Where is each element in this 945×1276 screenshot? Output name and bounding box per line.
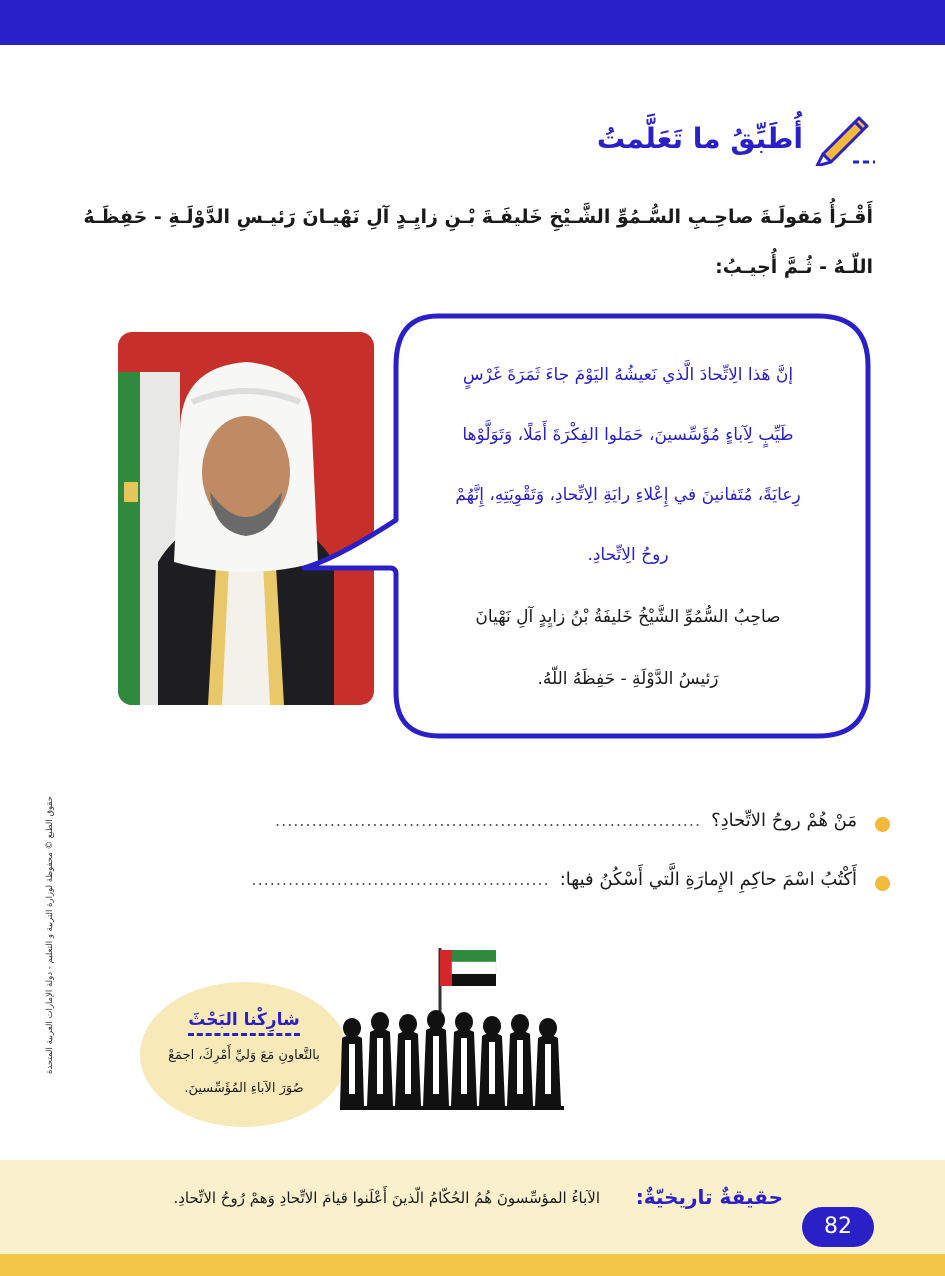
copyright-note: [40, 797, 60, 1073]
quote-source-title: رَئيسُ الدَّوْلَةِ - حَفِظَهُ اللّهُ.: [537, 669, 719, 689]
quote-line: إنَّ هَذا الِاتِّحادَ الَّذي نَعيشُهُ اليَوْمَ جاءَ ثَمَرَةَ غَرْسٍ: [462, 365, 794, 385]
section-heading: [597, 110, 875, 166]
title-underline: [188, 1033, 300, 1036]
share-title: شارِكْنا البَحْثَ: [188, 1010, 300, 1030]
instruction-text: أَقْـرَأُ مَقولَـةَ صاحِـبِ السُّـمُوِّ الشَّـيْخِ خَليفَـةَ بْـنِ زايِـدٍ آلِ نَهْيـانَ رَئيـسِ الدَّوْلَـةِ - حَفِظَـهُ اللّـهُ - ثُـمَّ أُجيـبُ:: [83, 206, 873, 278]
quote-line: رِعايَةً، مُتَفانينَ في إِعْلاءِ رايَةِ الِاتِّحادِ، وَتَقْوِيَتِهِ، إِنَّهُمْ: [455, 485, 801, 505]
quote-line: روحُ الِاتِّحادِ.: [587, 545, 669, 565]
bullet-dot: [875, 817, 890, 832]
pencil-icon: [813, 110, 875, 166]
share-research-box: [140, 982, 348, 1127]
page-number: 82: [802, 1207, 874, 1247]
quote-line: طَيِّبٍ لِآباءٍ مُؤَسِّسينَ، حَمَلوا الفِكْرَةَ أَمَلًا، وَتَوَلَّوْها: [462, 425, 794, 445]
question-2: [252, 869, 858, 890]
fact-label: حقيقةٌ تاريخيّةٌ:: [635, 1185, 783, 1209]
quote-source-name: صاحِبُ السُّمُوِّ الشَّيْخُ خَليفَةُ بْنُ زايِدٍ آلِ نَهْيانَ: [475, 607, 781, 627]
founding-fathers-illustration: [340, 940, 564, 1110]
section-title: أُطَبِّقُ ما تَعَلَّمتُ: [596, 121, 803, 155]
fact-text: الآباءُ المؤسِّسونَ هُمُ الحُكّامُ الّذينَ أَعْلَنوا قيامَ الاتِّحادِ وَهمْ رُوحُ الاتِّحادِ.: [173, 1189, 600, 1207]
answer-line[interactable]: ......................................................................: [275, 811, 702, 830]
question-1: [275, 810, 857, 831]
share-line: بالتَّعاونِ مَعَ وَليِّ أَمْرِكَ، اجمَعْ: [168, 1048, 320, 1063]
bottom-stripe: [0, 1254, 945, 1276]
answer-line[interactable]: .................................................: [251, 870, 550, 889]
top-color-bar: [0, 0, 945, 45]
quote-block: [418, 345, 838, 709]
bullet-dot: [875, 876, 890, 891]
share-line: صُوَرَ الآباءِ المُؤَسِّسينَ.: [184, 1081, 304, 1096]
question-text: مَنْ هُمْ روحُ الاتِّحادِ؟: [711, 810, 857, 831]
copyright-text: حقوق الطبع © محفوظة لوزارة التربية و التعليم - دولة الإمارات العربية المتحدة: [45, 796, 55, 1074]
question-text: أَكْتُبُ اسْمَ حاكِمِ الإِمارَةِ الَّتي أَسْكُنُ فيها:: [559, 869, 857, 890]
